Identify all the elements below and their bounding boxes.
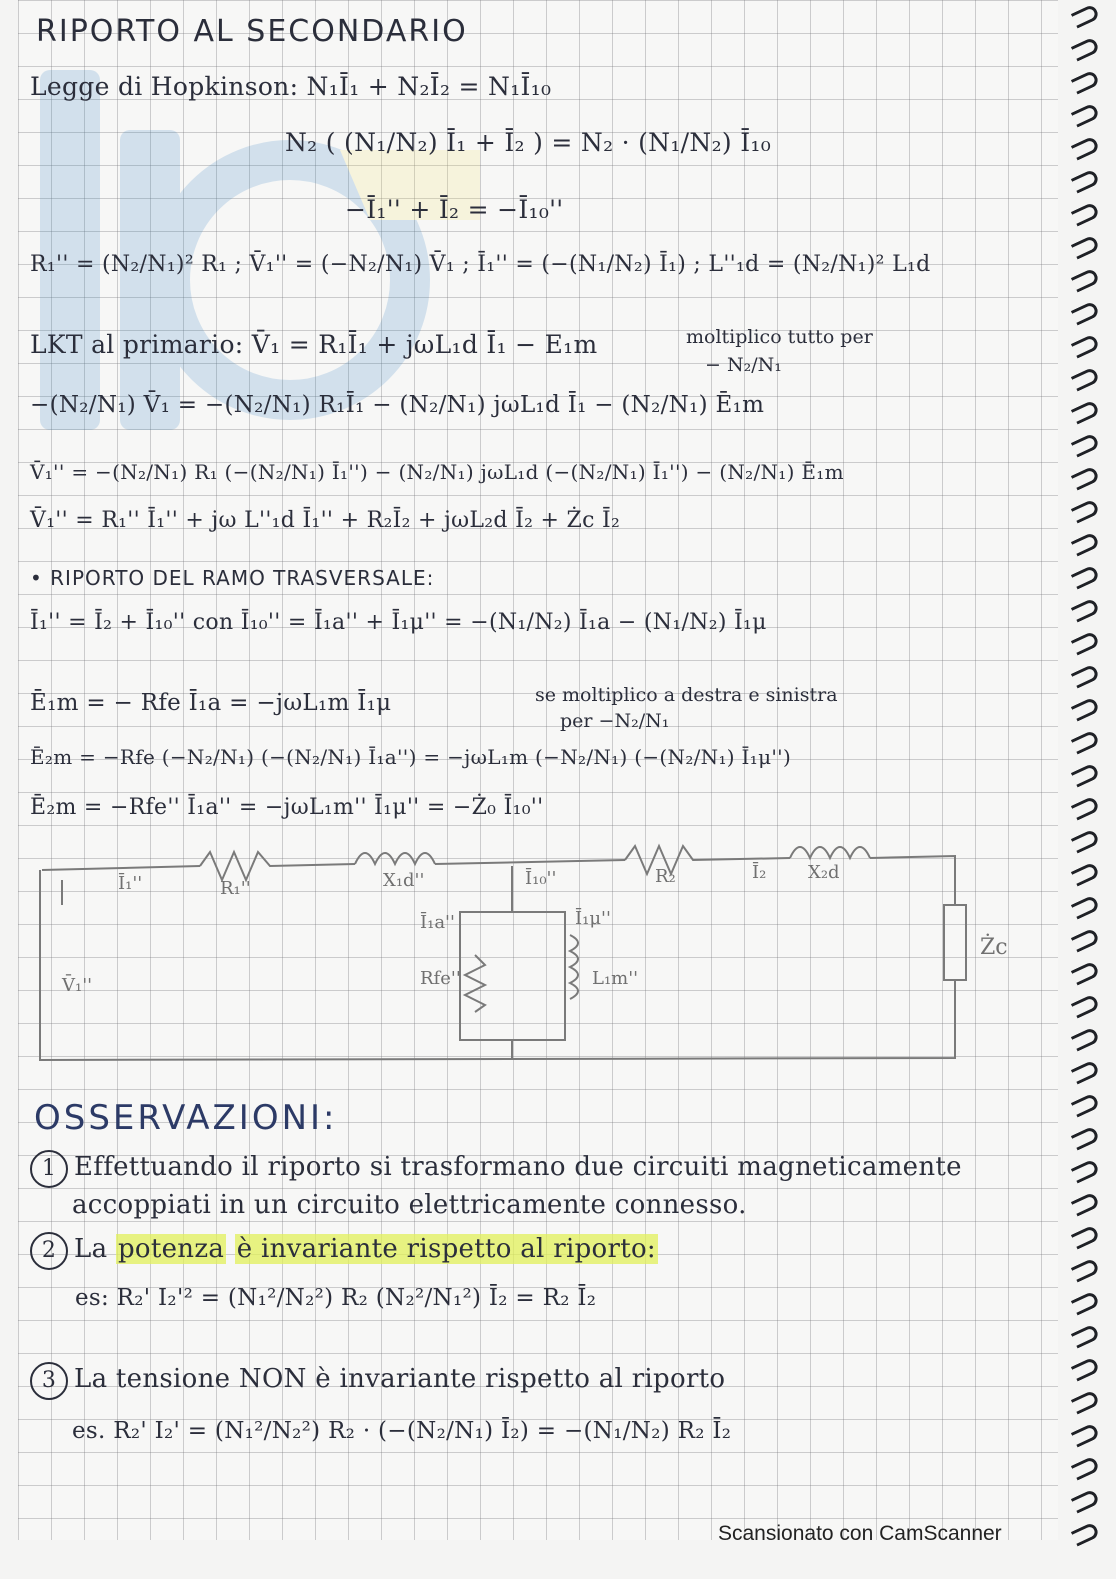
circuit-label: Rfe'' [420,968,461,989]
equation: R₁'' = (N₂/N₁)² R₁ ; V̄₁'' = (−N₂/N₁) V̄₁ ; Ī₁'' = (−(N₁/N₂) Ī₁) ; L''₁d = (N₂/N₁)² L₁d [30,252,931,277]
section-heading: • RIPORTO DEL RAMO TRASVERSALE: [30,566,435,590]
spiral-ring [1071,1488,1100,1513]
observation-text: La [74,1234,108,1264]
margin-note: se moltiplico a destra e sinistra [535,684,838,706]
equation: V̄₁'' = R₁'' Ī₁'' + jω L''₁d Ī₁'' + R₂Ī₂ + jωL₂d Ī₂ + Żc Ī₂ [30,508,621,533]
equation: N₂ ( (N₁/N₂) Ī₁ + Ī₂ ) = N₂ · (N₁/N₂) Ī₁₀ [285,128,772,157]
spiral-ring [1071,1224,1100,1249]
equation: Ē₂m = −Rfe'' Ī₁a'' = −jωL₁m'' Ī₁μ'' = −Ż₀ Ī₁₀'' [30,795,544,820]
circuit-label: X₂d [808,862,840,883]
lkt-primary: LKT al primario: V̄₁ = R₁Ī₁ + jωL₁d Ī₁ − E₁m [30,330,598,359]
circuit-label: L₁m'' [592,968,639,989]
spiral-ring [1071,1455,1100,1480]
circuit-label: Żc [980,935,1008,960]
circuit-label: Ī₁a'' [420,912,455,933]
circuit-label: Ī₁'' [118,873,143,894]
circuit-label: V̄₁'' [62,975,93,996]
observation-1 [30,1150,962,1188]
margin-note: − N₂/N₁ [705,354,782,376]
equation: −(N₂/N₁) V̄₁ = −(N₂/N₁) R₁Ī₁ − (N₂/N₁) jωL₁d Ī₁ − (N₂/N₁) Ē₁m [30,392,765,418]
circuit-label: Ī₁₀'' [525,868,557,889]
spiral-ring [1071,1323,1100,1348]
observation-3 [30,1362,725,1400]
equation: Ē₂m = −Rfe (−N₂/N₁) (−(N₂/N₁) Ī₁a'') = −jωL₁m (−N₂/N₁) (−(N₂/N₁) Ī₁μ'') [30,745,792,769]
spiral-ring [1071,1521,1100,1546]
observation-text: La tensione NON è invariante rispetto al riporto [74,1364,726,1394]
spiral-ring [1071,1158,1100,1183]
spiral-ring [1071,1191,1100,1216]
circuit-label: R₂ [655,866,676,887]
circuit-label: Ī₁μ'' [575,908,611,929]
highlighted-text: è invariante rispetto al riporto: [236,1234,656,1264]
page-title: RIPORTO AL SECONDARIO [36,14,468,49]
observation-2-example: es: R₂' I₂'² = (N₁²/N₂²) R₂ (N₂²/N₁²) Ī₂ = R₂ Ī₂ [75,1285,597,1311]
number-badge: 1 [30,1150,68,1188]
observation-text: Effettuando il riporto si trasformano due circuiti magneticamente [74,1152,962,1182]
margin-note: moltiplico tutto per [686,326,873,348]
highlighted-text: potenza [117,1234,225,1264]
observation-1-cont: accoppiati in un circuito elettricamente connesso. [72,1190,747,1220]
observation-2 [30,1232,658,1270]
equation: V̄₁'' = −(N₂/N₁) R₁ (−(N₂/N₁) Ī₁'') − (N₂/N₁) jωL₁d (−(N₂/N₁) Ī₁'') − (N₂/N₁) Ē₁m [30,460,844,484]
spiral-ring [1071,1389,1100,1414]
observation-3-example: es. R₂' I₂' = (N₁²/N₂²) R₂ · (−(N₂/N₁) Ī₂) = −(N₁/N₂) R₂ Ī₂ [72,1418,732,1444]
number-badge: 2 [30,1232,68,1270]
spiral-ring [1071,1125,1100,1150]
scanner-footer: Scansionato con CamScanner [718,1522,1002,1545]
number-badge: 3 [30,1362,68,1400]
spiral-ring [1071,1257,1100,1282]
spiral-ring [1071,1422,1100,1447]
equation: Ē₁m = − Rfe Ī₁a = −jωL₁m Ī₁μ [30,690,392,716]
margin-note: per −N₂/N₁ [560,710,670,732]
circuit-label: Ī₂ [752,862,767,883]
spiral-ring [1071,1290,1100,1315]
circuit-label: R₁'' [220,878,251,899]
spiral-ring [1071,1356,1100,1381]
observations-title: OSSERVAZIONI: [34,1098,338,1138]
equation: −Ī₁'' + Ī₂ = −Ī₁₀'' [345,195,564,224]
equation: Ī₁'' = Ī₂ + Ī₁₀'' con Ī₁₀'' = Ī₁a'' + Ī₁μ'' = −(N₁/N₂) Ī₁a − (N₁/N₂) Ī₁μ [30,610,767,635]
hopkinson-law: Legge di Hopkinson: N₁Ī₁ + N₂Ī₂ = N₁Ī₁₀ [30,72,552,101]
circuit-label: X₁d'' [383,870,425,891]
